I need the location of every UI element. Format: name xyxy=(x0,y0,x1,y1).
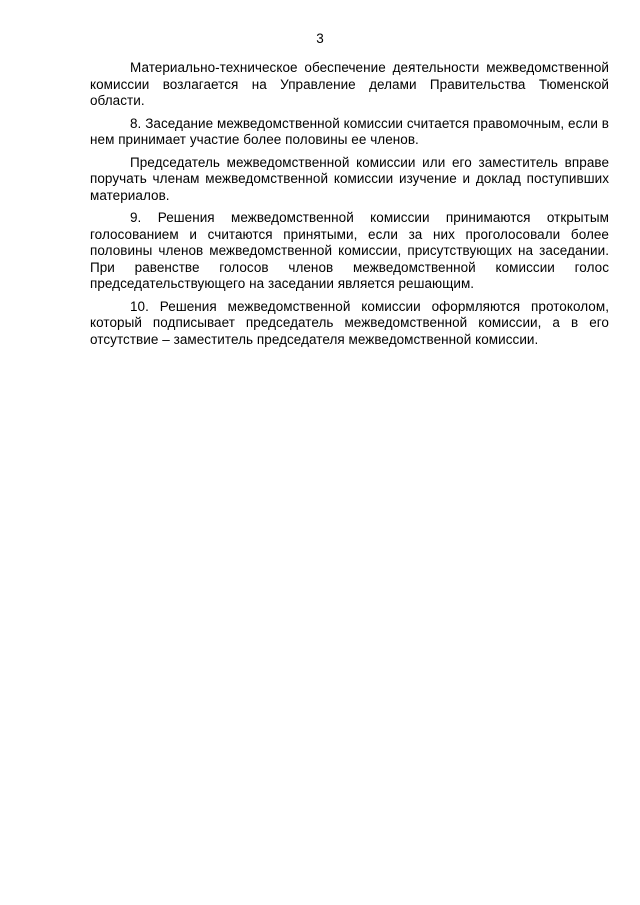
page-number: 3 xyxy=(316,31,324,46)
paragraph-item-9-decisions: 9. Решения межведомственной комиссии принимаются открытым голосованием и считаются принятыми, если за них проголосовали более половины членов межведомственной комиссии, присутствующих на заседании. При равенстве голосов членов межведомственной комиссии голос председательствующего на заседании является решающим. xyxy=(90,210,609,291)
document-body xyxy=(90,60,609,354)
paragraph-material-support: Материально-техническое обеспечение деятельности межведомственной комиссии возлагается на Управление делами Правительства Тюменской области. xyxy=(90,60,609,108)
paragraph-chair-instructions: Председатель межведомственной комиссии или его заместитель вправе поручать членам межведомственной комиссии изучение и доклад поступивших материалов. xyxy=(90,154,609,203)
paragraph-item-8-quorum: 8. Заседание межведомственной комиссии считается правомочным, если в нем принимает участие более половины ее членов. xyxy=(90,115,609,147)
paragraph-item-10-protocol: 10. Решения межведомственной комиссии оформляются протоколом, который подписывает председатель межведомственной комиссии, а в его отсутствие – заместитель председателя межведомственной комиссии. xyxy=(90,298,609,347)
